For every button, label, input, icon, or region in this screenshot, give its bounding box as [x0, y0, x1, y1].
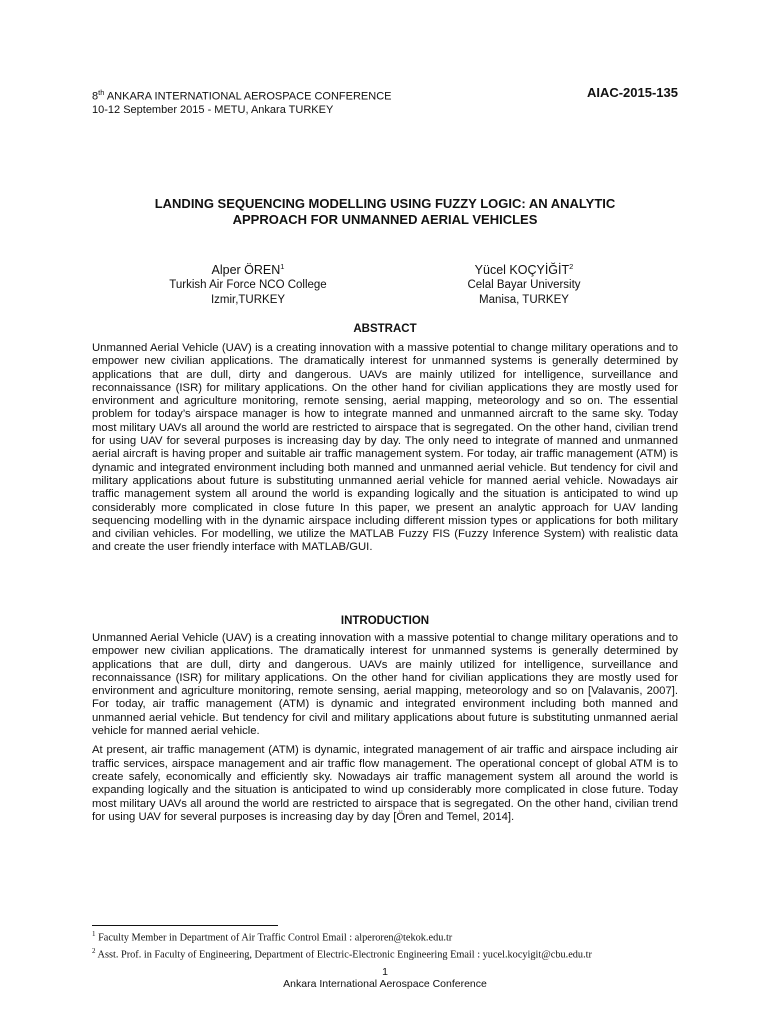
introduction-paragraph-2: At present, air traffic management (ATM) is dynamic, integrated management of air traffic and airspace including air traffic services, airspace management and air traffic flow management. The operational concept of global ATM is to create safely, economically and efficiently sky. Nowadays air traffic management system all around the world is expanding logically and the situation is anticipated to wind up considerably more complicated in close future. Today most military UAVs all around the world are restricted to airspace that is segregated. On the other hand, civilian trend for using UAV for several purposes is increasing day by day [Ören and Temel, 2014]. — [92, 744, 678, 823]
paper-title — [92, 196, 678, 228]
footnote-divider — [92, 925, 278, 926]
conference-info — [92, 86, 391, 117]
abstract-heading: ABSTRACT — [353, 323, 417, 335]
abstract-paragraph: Unmanned Aerial Vehicle (UAV) is a creating innovation with a massive potential to change military operations and to empower new civilian applications. The dramatically interest for unmanned systems is generally determined by applications that are dull, dirty and dangerous. UAVs are mainly utilized for intelligence, surveillance and reconnaissance (ISR) for military applications. On the other hand for civilian applications they are mostly used for environment and agriculture monitoring, remote sensing, aerial mapping, meteorology and so on. The essential problem for today’s airspace manager is how to integrate manned and unmanned aircraft to the same sky. Today most military UAVs all around the world are restricted to airspace that is segregated. On the other hand, civilian trend for using UAV for several purposes is increasing day by day. The only need to integrate of manned and unmanned aerial aircraft is having proper and suitable air traffic management system. For today, air traffic management (ATM) is dynamic and integrated environment including both manned and unmanned aerial vehicle. But tendency for civil and military applications about future is substituting unmanned aerial vehicle for manned aerial vehicle. Nowadays air traffic management system all around the world is expanding logically and the situation is anticipated to wind up considerably more complicated in close future In this paper, we present an analytic approach for UAV landing sequencing modelling with in the dynamic airspace including different mission types or applications for both military and civilian vehicles. For modelling, we utilize the MATLAB Fuzzy FIS (Fuzzy Inference System) with realistic data and create the user friendly interface with MATLAB/GUI. — [92, 342, 678, 554]
footnotes — [92, 928, 692, 962]
page-number: 1 — [382, 966, 388, 978]
author-affiliation: Celal Bayar University — [467, 279, 581, 292]
footnote-2: $^2$ Asst. Prof. in Faculty of Engineering, Department of Electric-Electronic Engineering Email : yucel.kocyigit@cbu.edu.tr — [92, 946, 592, 961]
title-line-1: LANDING SEQUENCING MODELLING USING FUZZY LOGIC: AN ANALYTIC — [154, 196, 616, 211]
abstract-body — [92, 342, 678, 561]
author-2 — [404, 259, 644, 308]
introduction-heading: INTRODUCTION — [340, 615, 430, 627]
title-line-2: APPROACH FOR UNMANNED AERIAL VEHICLES — [232, 212, 538, 227]
author-name: Yücel KOÇYİĞİT$^2$ — [474, 262, 574, 278]
paper-id: AIAC-2015-135 — [586, 85, 678, 100]
running-header — [92, 86, 678, 117]
author-affiliation: Turkish Air Force NCO College — [169, 279, 327, 292]
introduction-paragraph-1: Unmanned Aerial Vehicle (UAV) is a creating innovation with a massive potential to change military operations and to empower new civilian applications. The dramatically interest for unmanned systems is generally determined by applications that are dull, dirty and dangerous. UAVs are mainly utilized for intelligence, surveillance and reconnaissance (ISR) for military applications. On the other hand for civilian applications they are mostly used for environment and agriculture monitoring, remote sensing, aerial mapping, meteorology and so on [Valavanis, 2007]. For today, air traffic management (ATM) is dynamic and integrated environment including both manned and unmanned aerial vehicle. But tendency for civil and military applications about future is substituting unmanned aerial vehicle for manned aerial vehicle. — [92, 632, 678, 738]
author-name: Alper ÖREN$^1$ — [211, 262, 285, 278]
footnote-1: $^1$ Faculty Member in Department of Air Traffic Control Email : alperoren@tekok.edu.tr — [92, 930, 453, 944]
author-location: Manisa, TURKEY — [479, 294, 569, 307]
footer-text: Ankara International Aerospace Conference — [283, 978, 487, 990]
author-1 — [128, 259, 368, 308]
author-location: Izmir,TURKEY — [210, 294, 286, 307]
conference-name: 8th ANKARA INTERNATIONAL AEROSPACE CONFERENCE — [92, 88, 392, 103]
conference-dates: 10-12 September 2015 - METU, Ankara TURKEY — [92, 103, 334, 116]
page-footer — [92, 966, 678, 990]
introduction-body — [92, 632, 678, 830]
